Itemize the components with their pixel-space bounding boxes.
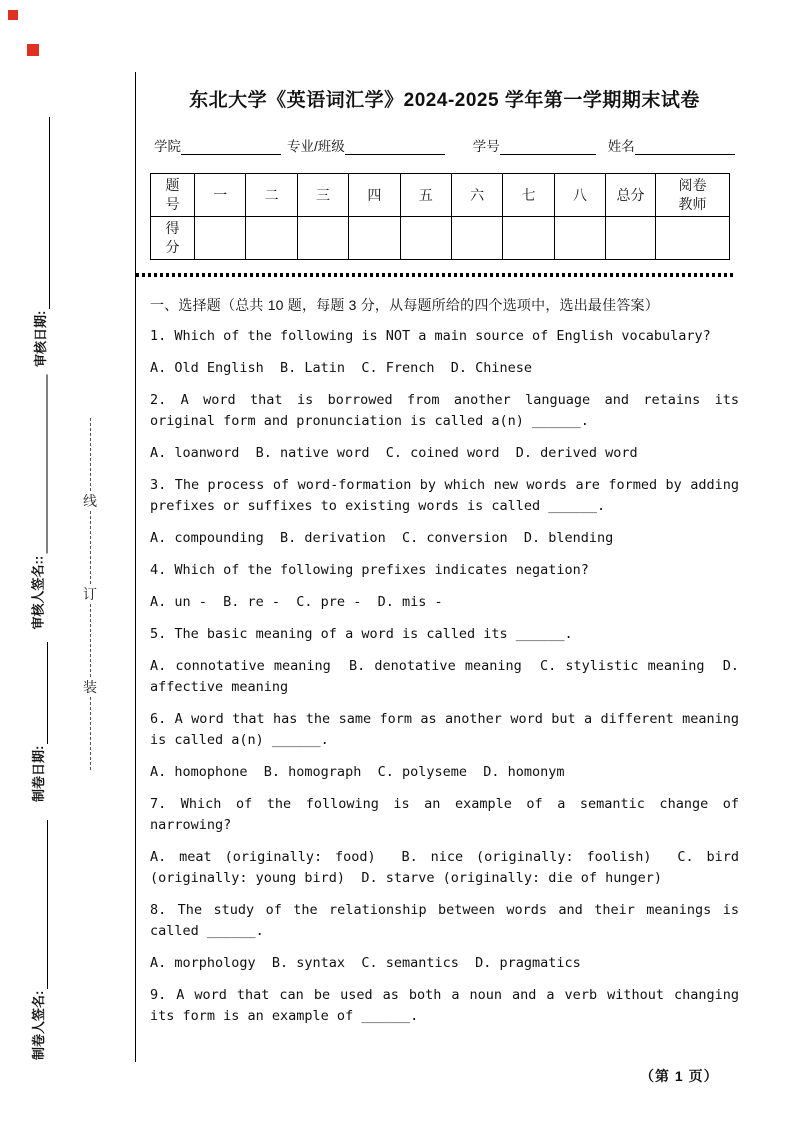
question-options: A. Old English B. Latin C. French D. Chinese — [150, 359, 533, 376]
binding-line — [82, 418, 98, 770]
seal-line-blank — [36, 117, 50, 309]
field-blank-name — [635, 141, 735, 155]
score-col-header-grader: 阅卷教师 — [656, 174, 730, 217]
section-heading: 一、选择题（总共 10 题，每题 3 分，从每题所给的四个选项中，选出最佳答案） — [150, 296, 659, 313]
student-info-line — [150, 138, 739, 155]
question-block-1 — [150, 326, 739, 379]
score-cell-empty — [656, 216, 730, 259]
question-text: 4. Which of the following prefixes indicates negation? — [150, 561, 589, 578]
question-options: A. morphology B. syntax C. semantics D. pragmatics — [150, 954, 581, 971]
question-block-6 — [150, 709, 748, 783]
score-cell-empty — [503, 216, 554, 259]
score-cell-empty — [246, 216, 297, 259]
seal-line-label: 制卷日期: — [31, 745, 46, 802]
question-text: 1. Which of the following is NOT a main source of English vocabulary? — [150, 327, 711, 344]
score-table — [150, 173, 730, 260]
question-text: 6. A word that has the same form as another word but a different meaning is called a(n) ______. — [150, 710, 748, 748]
field-blank-major-class — [345, 141, 445, 155]
score-cell-empty — [195, 216, 246, 259]
dotted-divider — [136, 273, 736, 277]
question-options: A. loanword B. native word C. coined word D. derived word — [150, 444, 638, 461]
score-table-corner: 题号 — [151, 174, 195, 217]
seal-line-review-date — [30, 117, 50, 367]
question-list — [150, 326, 748, 1027]
question-block-4 — [150, 560, 739, 613]
question-options: A. connotative meaning B. denotative meaning C. stylistic meaning D. affective meaning — [150, 657, 748, 695]
seal-line-blank — [34, 642, 48, 744]
question-options: A. meat (originally: food) B. nice (originally: foolish) C. bird (originally: young bird) D. starve (originally: die of hunger) — [150, 848, 748, 886]
question-options: A. homophone B. homograph C. polyseme D. homonym — [150, 763, 565, 780]
score-table-header-row — [151, 174, 730, 217]
question-text: 2. A word that is borrowed from another language and retains its original form and pronunciation is called a(n) ______. — [150, 391, 748, 429]
score-row-label: 得分 — [151, 216, 195, 259]
binding-dash — [90, 418, 91, 491]
question-block-5 — [150, 624, 748, 698]
field-label-student-id: 学号 — [472, 139, 500, 154]
question-block-2 — [150, 390, 748, 464]
score-col-header: 总分 — [606, 174, 656, 217]
seal-line-blank — [34, 820, 48, 989]
question-block-3 — [150, 475, 748, 549]
score-col-header: 一 — [195, 174, 246, 217]
field-label-college: 学院 — [154, 139, 181, 154]
binding-dash — [90, 604, 91, 677]
question-text: 9. A word that can be used as both a noun and a verb without changing its form is an example of ______. — [150, 986, 748, 1024]
question-text: 3. The process of word-formation by which new words are formed by adding prefixes or suffixes to existing words is called ______. — [150, 476, 748, 514]
question-options: A. compounding B. derivation C. conversion D. blending — [150, 529, 614, 546]
seal-line-label: 制卷人签名: — [31, 990, 46, 1060]
question-text: 8. The study of the relationship between words and their meanings is called ______. — [150, 901, 748, 939]
score-cell-empty — [297, 216, 348, 259]
question-block-8 — [150, 900, 748, 974]
score-col-header: 六 — [451, 174, 502, 217]
seal-line-maker-signature — [28, 820, 48, 1060]
binding-char: 装 — [83, 679, 97, 695]
page-footer: （第 1 页） — [640, 1068, 719, 1084]
score-col-header: 二 — [246, 174, 297, 217]
score-col-header: 七 — [503, 174, 554, 217]
field-blank-student-id — [500, 141, 596, 155]
field-blank-college — [181, 141, 281, 155]
binding-dash — [90, 697, 91, 770]
question-text: 5. The basic meaning of a word is called its ______. — [150, 625, 573, 642]
question-text: 7. Which of the following is an example of a semantic change of narrowing? — [150, 795, 748, 833]
corner-mark — [8, 10, 18, 20]
question-block-7 — [150, 794, 748, 889]
seal-line-made-date — [28, 642, 48, 802]
binding-dash — [90, 511, 91, 584]
question-options: A. un - B. re - C. pre - D. mis - — [150, 593, 443, 610]
score-col-header: 三 — [297, 174, 348, 217]
binding-char: 订 — [83, 586, 97, 602]
score-col-header: 四 — [349, 174, 400, 217]
binding-char: 线 — [83, 493, 97, 509]
seal-line-label: 审核日期: — [33, 310, 48, 367]
score-col-header: 八 — [554, 174, 605, 217]
exam-page — [135, 72, 747, 1062]
score-col-header: 五 — [400, 174, 451, 217]
score-table-score-row — [151, 216, 730, 259]
question-block-9 — [150, 985, 748, 1027]
score-cell-empty — [349, 216, 400, 259]
seal-line-label: 审核人签名:: — [30, 555, 46, 630]
corner-mark — [27, 44, 39, 56]
exam-title: 东北大学《英语词汇学》2024-2025 学年第一学期期末试卷 — [189, 90, 700, 111]
score-cell-empty — [400, 216, 451, 259]
score-cell-empty — [606, 216, 656, 259]
score-cell-empty — [554, 216, 605, 259]
seal-line-blank — [34, 375, 48, 554]
score-cell-empty — [451, 216, 502, 259]
field-label-name: 姓名 — [607, 139, 635, 154]
seal-line-reviewer-signature — [28, 375, 48, 630]
field-label-major-class: 专业/班级 — [287, 139, 345, 154]
